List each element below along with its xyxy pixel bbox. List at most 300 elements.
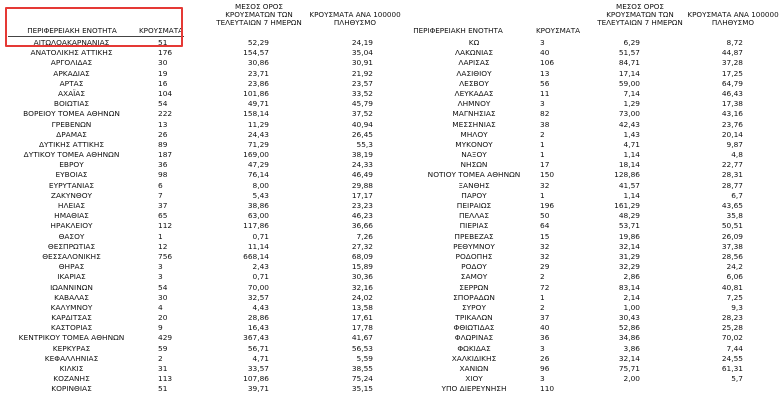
- table-row: [5, 89, 385, 99]
- per-100k-value: 17,38: [721, 99, 743, 109]
- avg-7day-value: 32,14: [618, 241, 640, 251]
- cases-value: 756: [158, 251, 173, 261]
- per-100k-value: 6,06: [726, 272, 743, 282]
- region-name: ΥΠΟ ΔΙΕΡΕΥΝΗΣΗ: [441, 384, 507, 394]
- avg-7day-value: 52,29: [247, 38, 269, 47]
- cases-value: 1: [158, 231, 163, 241]
- cases-value: 16: [158, 78, 168, 88]
- avg-7day-value: 39,71: [247, 384, 269, 394]
- table-row: [400, 191, 780, 201]
- cases-value: 50: [540, 211, 550, 221]
- avg-7day-value: 11,29: [247, 119, 269, 129]
- avg-7day-value: 53,71: [618, 221, 640, 231]
- cases-value: 3: [540, 99, 545, 109]
- per-100k-value: 40,94: [351, 119, 373, 129]
- region-name: ΛΑΚΩΝΙΑΣ: [454, 48, 494, 58]
- per-100k-value: 24,2: [726, 262, 743, 272]
- per-100k-value: 24,33: [351, 160, 373, 170]
- per-100k-value: 24,55: [721, 353, 743, 363]
- per-100k-value: 30,36: [351, 272, 373, 282]
- per-100k-value: 15,89: [351, 262, 373, 272]
- left-header-avg: [204, 3, 314, 27]
- table-row: [5, 384, 385, 394]
- region-name: ΜΥΚΟΝΟΥ: [455, 139, 493, 149]
- table-row: [5, 130, 385, 140]
- table-row: [400, 130, 780, 140]
- per-100k-value: 68,09: [351, 251, 373, 261]
- cases-value: 30: [158, 58, 168, 68]
- cases-value: 32: [540, 251, 550, 261]
- per-100k-value: 38,19: [351, 150, 373, 160]
- table-row: [400, 211, 780, 221]
- per-100k-value: 35,15: [351, 384, 373, 394]
- cases-value: 32: [540, 180, 550, 190]
- table-row: [5, 283, 385, 293]
- cases-value: 96: [540, 364, 550, 373]
- cases-value: 40: [540, 323, 550, 333]
- avg-7day-value: 19,86: [618, 231, 640, 241]
- avg-7day-value: 154,57: [243, 48, 269, 58]
- region-name: ΝΟΤΙΟΥ ΤΟΜΕΑ ΑΘΗΝΩΝ: [427, 170, 521, 180]
- table-row: [5, 221, 385, 231]
- table-row: [400, 160, 780, 170]
- per-100k-value: 24,19: [351, 38, 373, 47]
- right-header-cases: ΚΡΟΥΣΜΑΤΑ: [535, 26, 581, 35]
- cases-value: 176: [158, 48, 173, 58]
- avg-7day-value: 107,86: [243, 374, 269, 384]
- region-name: ΔΥΤΙΚΗΣ ΑΤΤΙΚΗΣ: [38, 139, 105, 149]
- per-100k-value: 22,77: [721, 160, 743, 170]
- avg-7day-value: 11,14: [247, 241, 269, 251]
- left-header-cases: ΚΡΟΥΣΜΑΤΑ: [138, 26, 184, 35]
- region-name: ΕΥΒΟΙΑΣ: [55, 170, 88, 180]
- region-name: ΡΟΔΟΠΗΣ: [455, 251, 493, 261]
- avg-7day-value: 2,43: [252, 262, 269, 272]
- left-table: [5, 38, 385, 395]
- cases-value: 31: [158, 364, 168, 373]
- avg-7day-value: 2,00: [623, 374, 640, 384]
- region-name: ΣΠΟΡΑΔΩΝ: [453, 292, 495, 302]
- region-name: ΚΕΝΤΡΙΚΟΥ ΤΟΜΕΑ ΑΘΗΝΩΝ: [18, 333, 125, 343]
- right-header-per100k: [683, 11, 783, 27]
- avg-7day-value: 76,14: [247, 170, 269, 180]
- cases-value: 56: [540, 78, 550, 88]
- left-header-per-line1: ΚΡΟΥΣΜΑΤΑ ΑΝΑ 100000: [309, 10, 401, 19]
- per-100k-value: 37,28: [721, 58, 743, 68]
- table-row: [5, 333, 385, 343]
- region-name: ΑΡΤΑΣ: [59, 78, 84, 88]
- avg-7day-value: 71,29: [247, 139, 269, 149]
- region-name: ΠΡΕΒΕΖΑΣ: [454, 231, 494, 241]
- avg-7day-value: 75,71: [618, 364, 640, 373]
- table-row: [400, 262, 780, 272]
- table-row: [5, 344, 385, 354]
- avg-7day-value: 51,57: [618, 48, 640, 58]
- region-name: ΞΑΝΘΗΣ: [458, 180, 490, 190]
- table-row: [5, 170, 385, 180]
- table-row: [400, 344, 780, 354]
- table-row: [400, 109, 780, 119]
- region-name: ΜΗΛΟΥ: [460, 129, 488, 139]
- per-100k-value: 17,25: [721, 68, 743, 78]
- per-100k-value: 43,65: [721, 201, 743, 210]
- per-100k-value: 46,49: [351, 170, 373, 180]
- left-header-per-line2: ΠΛΗΘΥΣΜΟ: [333, 18, 377, 27]
- region-name: ΗΡΑΚΛΕΙΟΥ: [50, 221, 93, 231]
- avg-7day-value: 52,86: [618, 323, 640, 333]
- per-100k-value: 37,38: [721, 241, 743, 251]
- per-100k-value: 35,04: [351, 48, 373, 58]
- region-name: ΛΑΡΙΣΑΣ: [458, 58, 490, 68]
- per-100k-value: 50,51: [721, 221, 743, 231]
- right-header-per-line1: ΚΡΟΥΣΜΑΤΑ ΑΝΑ 100000: [687, 10, 779, 19]
- region-name: ΠΕΙΡΑΙΩΣ: [456, 201, 492, 210]
- avg-7day-value: 128,86: [614, 170, 640, 180]
- region-name: ΗΛΕΙΑΣ: [57, 201, 86, 210]
- avg-7day-value: 6,29: [623, 38, 640, 47]
- avg-7day-value: 668,14: [243, 251, 269, 261]
- per-100k-value: 55,3: [356, 139, 373, 149]
- left-header-avg-line1: ΜΕΣΟΣ ΟΡΟΣ: [235, 2, 283, 11]
- table-row: [5, 262, 385, 272]
- table-row: [5, 252, 385, 262]
- cases-value: 54: [158, 282, 168, 292]
- table-row: [5, 109, 385, 119]
- table-row: [5, 272, 385, 282]
- cases-value: 110: [540, 384, 555, 394]
- cases-value: 1: [540, 150, 545, 160]
- cases-value: 112: [158, 221, 173, 231]
- table-row: [5, 48, 385, 58]
- table-row: [400, 58, 780, 68]
- cases-value: 64: [540, 221, 550, 231]
- region-name: ΝΗΣΩΝ: [460, 160, 488, 170]
- cases-value: 51: [158, 384, 168, 394]
- region-name: ΠΕΛΛΑΣ: [458, 211, 490, 221]
- cases-value: 89: [158, 139, 168, 149]
- per-100k-value: 6,7: [731, 190, 743, 200]
- avg-7day-value: 18,14: [618, 160, 640, 170]
- cases-value: 106: [540, 58, 555, 68]
- avg-7day-value: 101,86: [243, 88, 269, 98]
- region-name: ΚΑΒΑΛΑΣ: [54, 292, 89, 302]
- avg-7day-value: 4,71: [252, 353, 269, 363]
- cases-value: 9: [158, 323, 163, 333]
- avg-7day-value: 34,86: [618, 333, 640, 343]
- right-table: [400, 38, 780, 395]
- region-name: ΓΡΕΒΕΝΩΝ: [51, 119, 92, 129]
- per-100k-value: 17,17: [351, 190, 373, 200]
- cases-value: 17: [540, 160, 550, 170]
- left-header-avg-line3: ΤΕΛΕΥΤΑΙΩΝ 7 ΗΜΕΡΩΝ: [216, 18, 302, 27]
- avg-7day-value: 38,86: [247, 201, 269, 210]
- cases-value: 12: [158, 241, 168, 251]
- per-100k-value: 46,43: [721, 88, 743, 98]
- region-name: ΘΑΣΟΥ: [58, 231, 85, 241]
- table-row: [5, 181, 385, 191]
- region-name: ΧΙΟΥ: [465, 374, 483, 384]
- region-name: ΛΗΜΝΟΥ: [457, 99, 491, 109]
- avg-7day-value: 1,29: [623, 99, 640, 109]
- avg-7day-value: 16,43: [247, 323, 269, 333]
- per-100k-value: 26,09: [721, 231, 743, 241]
- table-row: [5, 69, 385, 79]
- right-header-avg-line3: ΤΕΛΕΥΤΑΙΩΝ 7 ΗΜΕΡΩΝ: [597, 18, 683, 27]
- avg-7day-value: 30,43: [618, 313, 640, 323]
- table-row: [5, 242, 385, 252]
- table-row: [400, 242, 780, 252]
- avg-7day-value: 17,14: [618, 68, 640, 78]
- avg-7day-value: 73,00: [618, 109, 640, 119]
- cases-value: 72: [540, 282, 550, 292]
- table-row: [400, 303, 780, 313]
- cases-value: 2: [540, 272, 545, 282]
- avg-7day-value: 23,71: [247, 68, 269, 78]
- region-name: ΖΑΚΥΝΘΟΥ: [50, 190, 93, 200]
- region-name: ΛΑΣΙΘΙΟΥ: [456, 68, 492, 78]
- table-row: [400, 38, 780, 48]
- per-100k-value: 23,76: [721, 119, 743, 129]
- region-name: ΝΑΞΟΥ: [461, 150, 487, 160]
- avg-7day-value: 0,71: [252, 272, 269, 282]
- table-row: [400, 374, 780, 384]
- table-row: [400, 201, 780, 211]
- per-100k-value: 28,77: [721, 180, 743, 190]
- avg-7day-value: 59,00: [618, 78, 640, 88]
- left-header-per100k: [300, 11, 410, 27]
- per-100k-value: 30,91: [351, 58, 373, 68]
- per-100k-value: 40,81: [721, 282, 743, 292]
- region-name: ΦΩΚΙΔΑΣ: [457, 343, 491, 353]
- region-name: ΑΧΑΪΑΣ: [57, 88, 86, 98]
- table-row: [5, 354, 385, 364]
- region-name: ΑΡΚΑΔΙΑΣ: [53, 68, 90, 78]
- region-name: ΛΕΥΚΑΔΑΣ: [454, 88, 494, 98]
- per-100k-value: 45,79: [351, 99, 373, 109]
- cases-value: 2: [540, 129, 545, 139]
- table-row: [5, 293, 385, 303]
- table-row: [5, 191, 385, 201]
- table-row: [5, 160, 385, 170]
- per-100k-value: 37,52: [351, 109, 373, 119]
- cases-value: 2: [158, 353, 163, 363]
- avg-7day-value: 63,00: [247, 211, 269, 221]
- per-100k-value: 17,78: [351, 323, 373, 333]
- per-100k-value: 7,26: [356, 231, 373, 241]
- region-name: ΑΙΤΩΛΟΑΚΑΡΝΑΝΙΑΣ: [33, 38, 110, 47]
- table-row: [400, 150, 780, 160]
- cases-value: 196: [540, 201, 555, 210]
- per-100k-value: 38,55: [351, 364, 373, 373]
- table-row: [5, 303, 385, 313]
- cases-value: 32: [540, 241, 550, 251]
- region-name: ΘΗΡΑΣ: [58, 262, 85, 272]
- cases-value: 20: [158, 313, 168, 323]
- cases-value: 3: [158, 272, 163, 282]
- region-name: ΒΟΡΕΙΟΥ ΤΟΜΕΑ ΑΘΗΝΩΝ: [23, 109, 120, 119]
- region-name: ΙΩΑΝΝΙΝΩΝ: [50, 282, 93, 292]
- region-name: ΘΕΣΠΡΩΤΙΑΣ: [47, 241, 96, 251]
- per-100k-value: 24,02: [351, 292, 373, 302]
- avg-7day-value: 1,00: [623, 302, 640, 312]
- avg-7day-value: 8,00: [252, 180, 269, 190]
- region-name: ΤΡΙΚΑΛΩΝ: [455, 313, 493, 323]
- avg-7day-value: 7,14: [623, 88, 640, 98]
- avg-7day-value: 158,14: [243, 109, 269, 119]
- cases-value: 222: [158, 109, 173, 119]
- avg-7day-value: 28,86: [247, 313, 269, 323]
- region-name: ΚΑΛΥΜΝΟΥ: [50, 302, 93, 312]
- avg-7day-value: 30,86: [247, 58, 269, 68]
- cases-value: 15: [540, 231, 550, 241]
- per-100k-value: 4,8: [731, 150, 743, 160]
- avg-7day-value: 84,71: [618, 58, 640, 68]
- cases-value: 51: [158, 38, 168, 47]
- avg-7day-value: 161,29: [614, 201, 640, 210]
- per-100k-value: 43,16: [721, 109, 743, 119]
- cases-value: 1: [540, 292, 545, 302]
- per-100k-value: 7,44: [726, 343, 743, 353]
- right-header-avg: [590, 3, 690, 27]
- cases-value: 30: [158, 292, 168, 302]
- region-name: ΙΚΑΡΙΑΣ: [57, 272, 86, 282]
- region-name: ΚΟΡΙΝΘΙΑΣ: [51, 384, 92, 394]
- cases-value: 3: [540, 38, 545, 47]
- region-name: ΚΑΣΤΟΡΙΑΣ: [50, 323, 93, 333]
- table-row: [5, 150, 385, 160]
- cases-value: 19: [158, 68, 168, 78]
- avg-7day-value: 169,00: [243, 150, 269, 160]
- table-row: [400, 79, 780, 89]
- cases-value: 59: [158, 343, 168, 353]
- avg-7day-value: 23,86: [247, 78, 269, 88]
- region-name: ΧΑΛΚΙΔΙΚΗΣ: [451, 353, 497, 363]
- per-100k-value: 33,52: [351, 88, 373, 98]
- table-row: [5, 374, 385, 384]
- avg-7day-value: 49,71: [247, 99, 269, 109]
- per-100k-value: 25,28: [721, 323, 743, 333]
- region-name: ΚΕΡΚΥΡΑΣ: [52, 343, 91, 353]
- avg-7day-value: 24,43: [247, 129, 269, 139]
- avg-7day-value: 3,86: [623, 343, 640, 353]
- table-row: [400, 354, 780, 364]
- avg-7day-value: 1,43: [623, 129, 640, 139]
- avg-7day-value: 42,43: [618, 119, 640, 129]
- per-100k-value: 8,72: [726, 38, 743, 47]
- region-name: ΒΟΙΩΤΙΑΣ: [53, 99, 90, 109]
- per-100k-value: 29,88: [351, 180, 373, 190]
- cases-value: 13: [540, 68, 550, 78]
- region-name: ΔΡΑΜΑΣ: [56, 129, 87, 139]
- avg-7day-value: 33,57: [247, 364, 269, 373]
- avg-7day-value: 32,14: [618, 353, 640, 363]
- region-name: ΣΑΜΟΥ: [460, 272, 488, 282]
- region-name: ΡΟΔΟΥ: [461, 262, 487, 272]
- per-100k-value: 70,02: [721, 333, 743, 343]
- region-name: ΚΑΡΔΙΤΣΑΣ: [51, 313, 92, 323]
- avg-7day-value: 117,86: [243, 221, 269, 231]
- avg-7day-value: 41,57: [618, 180, 640, 190]
- avg-7day-value: 2,86: [623, 272, 640, 282]
- table-row: [400, 69, 780, 79]
- per-100k-value: 27,32: [351, 241, 373, 251]
- region-name: ΜΑΓΝΗΣΙΑΣ: [452, 109, 496, 119]
- cases-value: 2: [540, 302, 545, 312]
- per-100k-value: 23,23: [351, 201, 373, 210]
- cases-value: 37: [540, 313, 550, 323]
- table-row: [400, 283, 780, 293]
- per-100k-value: 35,8: [726, 211, 743, 221]
- region-name: ΚΕΦΑΛΛΗΝΙΑΣ: [44, 353, 99, 363]
- region-name: ΛΕΣΒΟΥ: [459, 78, 489, 88]
- right-header-per-line2: ΠΛΗΘΥΣΜΟ: [711, 18, 755, 27]
- per-100k-value: 56,53: [351, 343, 373, 353]
- avg-7day-value: 56,71: [247, 343, 269, 353]
- table-row: [5, 120, 385, 130]
- cases-value: 3: [158, 262, 163, 272]
- per-100k-value: 5,59: [356, 353, 373, 363]
- cases-value: 65: [158, 211, 168, 221]
- avg-7day-value: 48,29: [618, 211, 640, 221]
- table-row: [5, 58, 385, 68]
- highlight-box: [5, 7, 183, 47]
- avg-7day-value: 367,43: [243, 333, 269, 343]
- region-name: ΘΕΣΣΑΛΟΝΙΚΗΣ: [42, 251, 101, 261]
- per-100k-value: 28,56: [721, 251, 743, 261]
- region-name: ΚΩ: [468, 38, 480, 47]
- region-name: ΧΑΝΙΩΝ: [459, 364, 489, 373]
- cases-value: 36: [540, 333, 550, 343]
- cases-value: 1: [540, 139, 545, 149]
- table-row: [400, 99, 780, 109]
- region-name: ΕΒΡΟΥ: [59, 160, 84, 170]
- per-100k-value: 13,58: [351, 302, 373, 312]
- region-name: ΗΜΑΘΙΑΣ: [54, 211, 89, 221]
- per-100k-value: 7,25: [726, 292, 743, 302]
- cases-value: 54: [158, 99, 168, 109]
- cases-value: 98: [158, 170, 168, 180]
- per-100k-value: 28,23: [721, 313, 743, 323]
- avg-7day-value: 31,29: [618, 251, 640, 261]
- per-100k-value: 32,16: [351, 282, 373, 292]
- table-row: [5, 99, 385, 109]
- table-row: [5, 232, 385, 242]
- avg-7day-value: 5,43: [252, 190, 269, 200]
- table-row: [5, 211, 385, 221]
- avg-7day-value: 32,57: [247, 292, 269, 302]
- table-row: [400, 232, 780, 242]
- avg-7day-value: 0,71: [252, 231, 269, 241]
- per-100k-value: 17,61: [351, 313, 373, 323]
- per-100k-value: 41,67: [351, 333, 373, 343]
- region-name: ΦΘΙΩΤΙΔΑΣ: [453, 323, 495, 333]
- per-100k-value: 23,57: [351, 78, 373, 88]
- per-100k-value: 61,31: [721, 364, 743, 373]
- left-header-avg-line2: ΚΡΟΥΣΜΑΤΩΝ ΤΩΝ: [225, 10, 293, 19]
- region-name: ΡΕΘΥΜΝΟΥ: [453, 241, 495, 251]
- avg-7day-value: 47,29: [247, 160, 269, 170]
- cases-value: 40: [540, 48, 550, 58]
- avg-7day-value: 70,00: [247, 282, 269, 292]
- region-name: ΣΥΡΟΥ: [462, 302, 486, 312]
- region-name: ΜΕΣΣΗΝΙΑΣ: [452, 119, 496, 129]
- cases-value: 187: [158, 150, 173, 160]
- per-100k-value: 28,31: [721, 170, 743, 180]
- right-header-avg-line1: ΜΕΣΟΣ ΟΡΟΣ: [616, 2, 664, 11]
- per-100k-value: 9,87: [726, 139, 743, 149]
- right-header-avg-line2: ΚΡΟΥΣΜΑΤΩΝ ΤΩΝ: [606, 10, 674, 19]
- avg-7day-value: 2,14: [623, 292, 640, 302]
